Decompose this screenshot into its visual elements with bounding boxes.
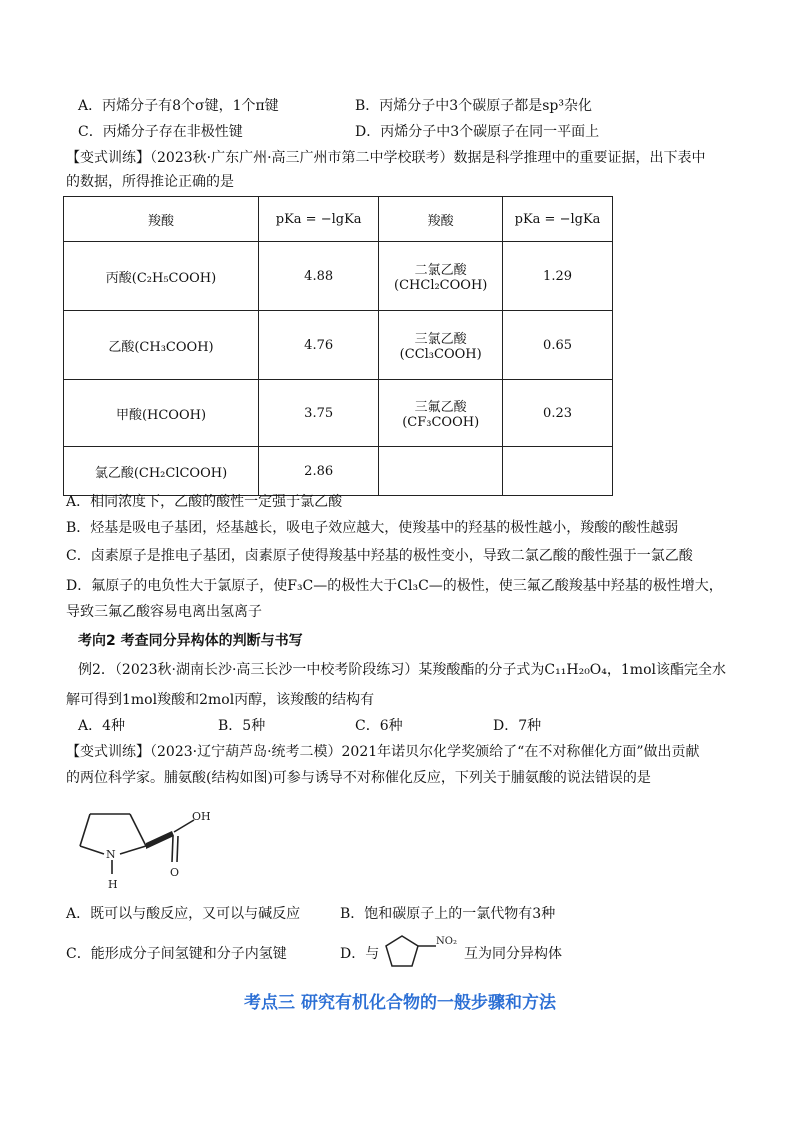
section-title: 考点三 研究有机化合物的一般步骤和方法	[244, 993, 556, 1013]
variant1-option-d-line1: D．氟原子的电负性大于氯原子，使F₃C—的极性大于Cl₃C—的极性，使三氟乙酸羧基中羟基的极性增大，	[66, 578, 723, 594]
variant2-option-d-suffix: 互为同分异构体	[464, 946, 562, 962]
variant1-option-a: A．相同浓度下，乙酸的酸性一定强于氯乙酸	[66, 494, 343, 510]
variant1-option-b: B．烃基是吸电子基团，烃基越长，吸电子效应越大，使羧基中的羟基的极性越小，羧酸的酸性越弱	[66, 520, 679, 536]
table-row	[64, 311, 613, 380]
example2-option-d: D．7种	[493, 718, 542, 734]
header-acid-2: 羧酸	[379, 197, 503, 242]
pka-cell: 1.29	[503, 242, 613, 311]
acid-cell	[379, 311, 503, 380]
variant1-option-c: C．卤素原子是推电子基团，卤素原子使得羧基中羟基的极性变小，导致二氯乙酸的酸性强于一氯乙酸	[66, 548, 693, 564]
table-row	[64, 380, 613, 447]
example2-option-a: A．4种	[78, 718, 126, 734]
example2-stem-line1: 例2．（2023秋·湖南长沙·高三长沙一中校考阶段练习）某羧酸酯的分子式为C₁₁H₂₀O₄，1mol该酯完全水	[78, 662, 726, 678]
acid-formula: (CF₃COOH)	[402, 415, 480, 430]
table-header-row	[64, 197, 613, 242]
pka-cell: 3.75	[258, 380, 378, 447]
acid-name: 二氯乙酸	[414, 263, 467, 278]
acid-cell: 氯乙酸(CH₂ClCOOH)	[64, 447, 259, 496]
n-label: N	[106, 848, 116, 861]
nitrocyclopentane-structure	[380, 930, 470, 972]
pka-cell: 4.88	[258, 242, 378, 311]
variant2-option-b: B．饱和碳原子上的一氯代物有3种	[340, 906, 556, 922]
variant2-option-a: A．既可以与酸反应，又可以与碱反应	[66, 906, 301, 922]
example2-option-c: C．6种	[355, 718, 403, 734]
header-pka-2: pKa = −lgKa	[503, 197, 613, 242]
acid-formula: (CHCl₂COOH)	[394, 278, 488, 293]
variant1-stem-line2: 的数据，所得推论正确的是	[66, 174, 234, 190]
variant2-option-d-prefix: D．与	[340, 946, 380, 962]
o-label: O	[170, 866, 180, 879]
table-row	[64, 242, 613, 311]
q1-option-d: D．丙烯分子中3个碳原子在同一平面上	[355, 124, 600, 140]
h-label: H	[108, 878, 118, 891]
topic-heading: 考向2 考查同分异构体的判断与书写	[78, 633, 303, 649]
pka-cell: 0.65	[503, 311, 613, 380]
variant2-option-c: C．能形成分子间氢键和分子内氢键	[66, 946, 287, 962]
example2-stem-line2: 解可得到1mol羧酸和2mol丙醇，该羧酸的结构有	[66, 692, 375, 708]
q1-option-c: C．丙烯分子存在非极性键	[78, 124, 243, 140]
acid-formula: (CCl₃COOH)	[399, 347, 482, 362]
variant1-option-d-line2: 导致三氟乙酸容易电离出氢离子	[66, 604, 262, 620]
header-pka-1: pKa = −lgKa	[258, 197, 378, 242]
q1-option-b: B．丙烯分子中3个碳原子都是sp³杂化	[355, 98, 592, 114]
acid-cell: 乙酸(CH₃COOH)	[64, 311, 259, 380]
no2-label: NO₂	[436, 936, 457, 947]
variant1-stem-line1: 【变式训练】（2023秋·广东广州·高三广州市第二中学校联考）数据是科学推理中的重要证据，出下表中	[66, 150, 706, 166]
proline-structure	[70, 792, 240, 897]
pka-cell	[503, 447, 613, 496]
example2-option-b: B．5种	[218, 718, 266, 734]
acid-cell	[379, 242, 503, 311]
q1-option-a: A．丙烯分子有8个σ键，1个π键	[78, 98, 279, 114]
acid-name: 三氯乙酸	[414, 332, 467, 347]
oh-label: OH	[192, 810, 211, 823]
acid-cell: 甲酸(HCOOH)	[64, 380, 259, 447]
pka-cell: 2.86	[258, 447, 378, 496]
header-acid-1: 羧酸	[64, 197, 259, 242]
variant2-stem-line2: 的两位科学家。脯氨酸(结构如图)可参与诱导不对称催化反应，下列关于脯氨酸的说法错误的是	[66, 770, 651, 786]
table-row	[64, 447, 613, 496]
acid-name: 三氟乙酸	[414, 400, 467, 415]
pka-cell: 4.76	[258, 311, 378, 380]
acid-cell	[379, 380, 503, 447]
pka-cell: 0.23	[503, 380, 613, 447]
variant2-stem-line1: 【变式训练】（2023·辽宁葫芦岛·统考二模）2021年诺贝尔化学奖颁给了“在不对称催化方面”做出贡献	[66, 744, 700, 760]
pka-table	[63, 196, 613, 496]
acid-cell	[379, 447, 503, 496]
acid-cell: 丙酸(C₂H₅COOH)	[64, 242, 259, 311]
